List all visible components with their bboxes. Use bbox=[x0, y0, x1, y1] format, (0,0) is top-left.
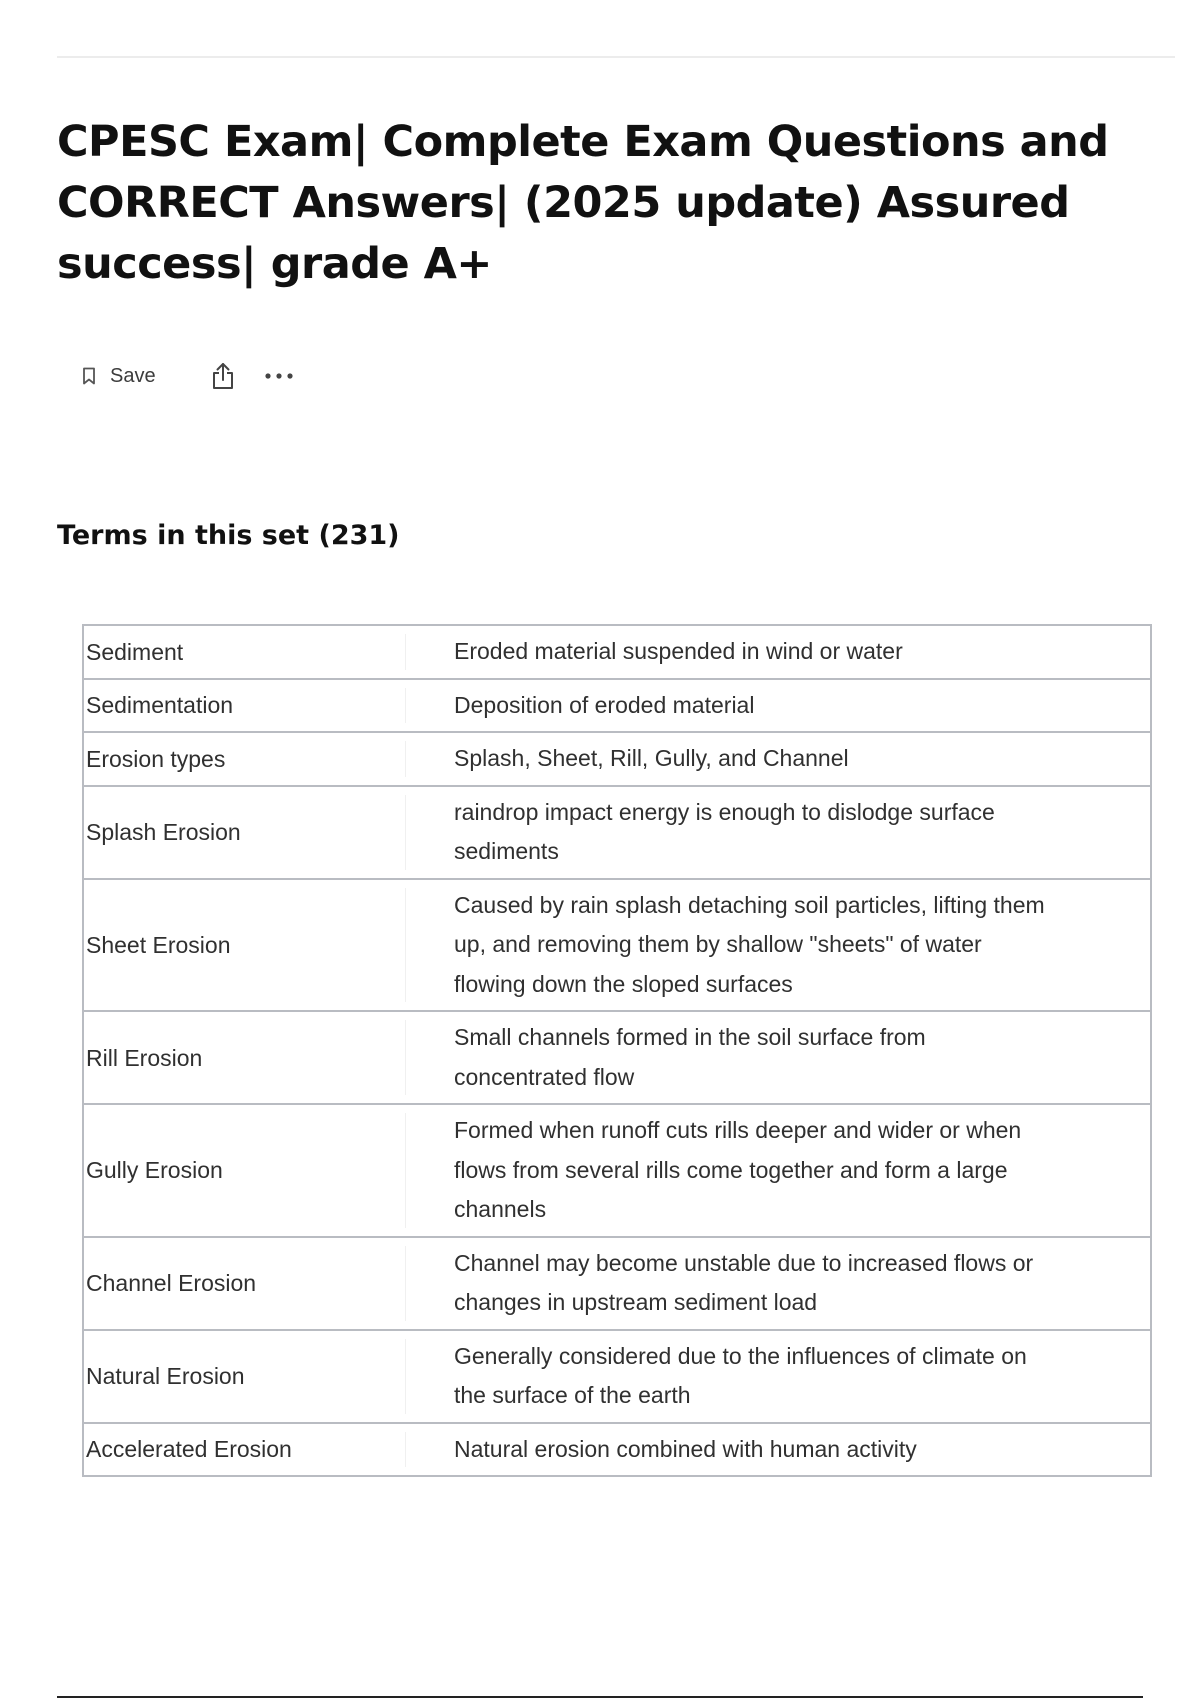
save-label: Save bbox=[110, 364, 156, 387]
term-cell: Natural Erosion bbox=[83, 1330, 406, 1423]
terms-heading: Terms in this set (231) bbox=[57, 520, 400, 551]
term-cell: Accelerated Erosion bbox=[83, 1423, 406, 1477]
term-cell: Sedimentation bbox=[83, 679, 406, 733]
top-divider bbox=[57, 56, 1175, 58]
term-row bbox=[83, 1423, 1151, 1477]
term-row bbox=[83, 625, 1151, 679]
term-cell: Gully Erosion bbox=[83, 1104, 406, 1237]
term-row bbox=[83, 1330, 1151, 1423]
term-cell: Channel Erosion bbox=[83, 1237, 406, 1330]
definition-cell: raindrop impact energy is enough to dislodge surface sediments bbox=[406, 786, 1151, 879]
more-icon bbox=[264, 372, 294, 380]
term-cell: Sediment bbox=[83, 625, 406, 679]
terms-table bbox=[82, 624, 1152, 1477]
page-title: CPESC Exam| Complete Exam Questions and CORRECT Answers| (2025 update) Assured success| grade A+ bbox=[57, 117, 1109, 289]
term-row bbox=[83, 1237, 1151, 1330]
definition-cell: Eroded material suspended in wind or water bbox=[406, 625, 1151, 679]
term-row bbox=[83, 732, 1151, 786]
action-bar bbox=[82, 356, 294, 396]
definition-cell: Natural erosion combined with human activity bbox=[406, 1423, 1151, 1477]
definition-cell: Caused by rain splash detaching soil particles, lifting them up, and removing them by shallow "sheets" of water flowing down the sloped surfaces bbox=[406, 879, 1151, 1012]
term-cell: Sheet Erosion bbox=[83, 879, 406, 1012]
term-row bbox=[83, 1104, 1151, 1237]
definition-cell: Channel may become unstable due to increased flows or changes in upstream sediment load bbox=[406, 1237, 1151, 1330]
share-icon bbox=[210, 361, 236, 391]
definition-cell: Formed when runoff cuts rills deeper and wider or when flows from several rills come together and form a large channels bbox=[406, 1104, 1151, 1237]
term-row bbox=[83, 1011, 1151, 1104]
term-cell: Erosion types bbox=[83, 732, 406, 786]
bookmark-icon bbox=[82, 367, 96, 385]
term-cell: Rill Erosion bbox=[83, 1011, 406, 1104]
term-row bbox=[83, 879, 1151, 1012]
definition-cell: Deposition of eroded material bbox=[406, 679, 1151, 733]
definition-cell: Generally considered due to the influences of climate on the surface of the earth bbox=[406, 1330, 1151, 1423]
save-button[interactable] bbox=[82, 365, 156, 388]
term-row bbox=[83, 679, 1151, 733]
term-row bbox=[83, 786, 1151, 879]
bottom-divider bbox=[57, 1696, 1143, 1698]
more-options-button[interactable] bbox=[264, 372, 294, 380]
share-button[interactable] bbox=[210, 361, 236, 391]
term-cell: Splash Erosion bbox=[83, 786, 406, 879]
definition-cell: Splash, Sheet, Rill, Gully, and Channel bbox=[406, 732, 1151, 786]
definition-cell: Small channels formed in the soil surface from concentrated flow bbox=[406, 1011, 1151, 1104]
